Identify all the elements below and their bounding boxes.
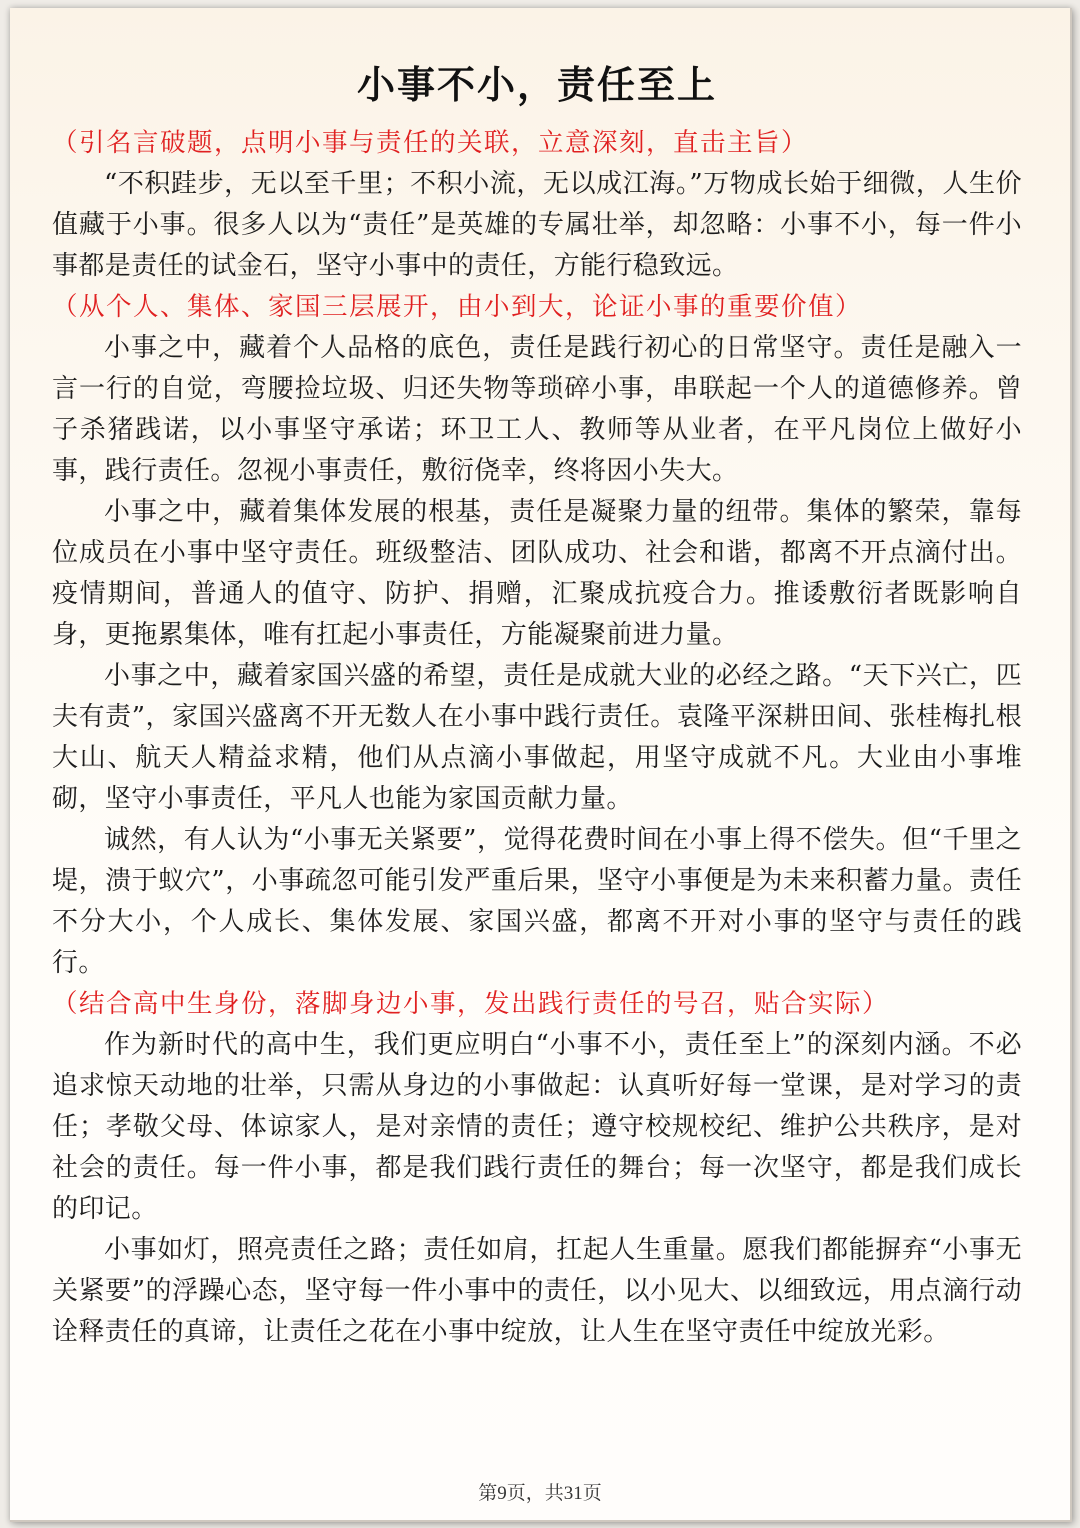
body-paragraph: 作为新时代的高中生，我们更应明白“小事不小，责任至上”的深刻内涵。不必追求惊天动地的壮举，只需从身边的小事做起：认真听好每一堂课，是对学习的责任；孝敬父母、体谅家人，是对亲情的责任；遵守校规校纪、维护公共秩序，是对社会的责任。每一件小事，都是我们践行责任的舞台；每一次坚守，都是我们成长的印记。 [52, 1030, 1022, 1224]
body-paragraph: 小事之中，藏着家国兴盛的希望，责任是成就大业的必经之路。“天下兴亡，匹夫有责”，家国兴盛离不开无数人在小事中践行责任。袁隆平深耕田间、张桂梅扎根大山、航天人精益求精，他们从点滴小事做起，用坚守成就不凡。大业由小事堆砌，坚守小事责任，平凡人也能为家国贡献力量。 [52, 661, 1022, 814]
annotation-note: （结合高中生身份，落脚身边小事，发出践行责任的号召，贴合实际） [52, 989, 890, 1019]
annotation-note: （引名言破题，点明小事与责任的关联，立意深刻，直击主旨） [52, 128, 809, 158]
body-paragraph: 小事如灯，照亮责任之路；责任如肩，扛起人生重量。愿我们都能摒弃“小事无关紧要”的浮躁心态，坚守每一件小事中的责任，以小见大、以细致远，用点滴行动诠释责任的真谛，让责任之花在小事中绽放，让人生在坚守责任中绽放光彩。 [52, 1235, 1022, 1347]
body-paragraph: 小事之中，藏着个人品格的底色，责任是践行初心的日常坚守。责任是融入一言一行的自觉，弯腰捡垃圾、归还失物等琐碎小事，串联起一个人的道德修养。曾子杀猪践诺，以小事坚守承诺；环卫工人、教师等从业者，在平凡岗位上做好小事，践行责任。忽视小事责任，敷衍侥幸，终将因小失大。 [52, 333, 1022, 486]
page-number-footer: 第9页，共31页 [478, 1483, 602, 1504]
essay-title: 小事不小，责任至上 [356, 63, 717, 107]
body-paragraph: 小事之中，藏着集体发展的根基，责任是凝聚力量的纽带。集体的繁荣，靠每位成员在小事中坚守责任。班级整洁、团队成功、社会和谐，都离不开点滴付出。疫情期间，普通人的值守、防护、捐赠，汇聚成抗疫合力。推诿敷衍者既影响自身，更拖累集体，唯有扛起小事责任，方能凝聚前进力量。 [52, 497, 1022, 650]
annotation-note: （从个人、集体、家国三层展开，由小到大，论证小事的重要价值） [52, 292, 863, 322]
body-paragraph: 诚然，有人认为“小事无关紧要”，觉得花费时间在小事上得不偿失。但“千里之堤，溃于蚁穴”，小事疏忽可能引发严重后果，坚守小事便是为未来积蓄力量。责任不分大小，个人成长、集体发展、家国兴盛，都离不开对小事的坚守与责任的践行。 [52, 825, 1022, 978]
document-page [10, 8, 1072, 1522]
body-paragraph: “不积跬步，无以至千里；不积小流，无以成江海。”万物成长始于细微，人生价值藏于小事。很多人以为“责任”是英雄的专属壮举，却忽略：小事不小，每一件小事都是责任的试金石，坚守小事中的责任，方能行稳致远。 [52, 169, 1022, 281]
document-body [52, 54, 1022, 1353]
